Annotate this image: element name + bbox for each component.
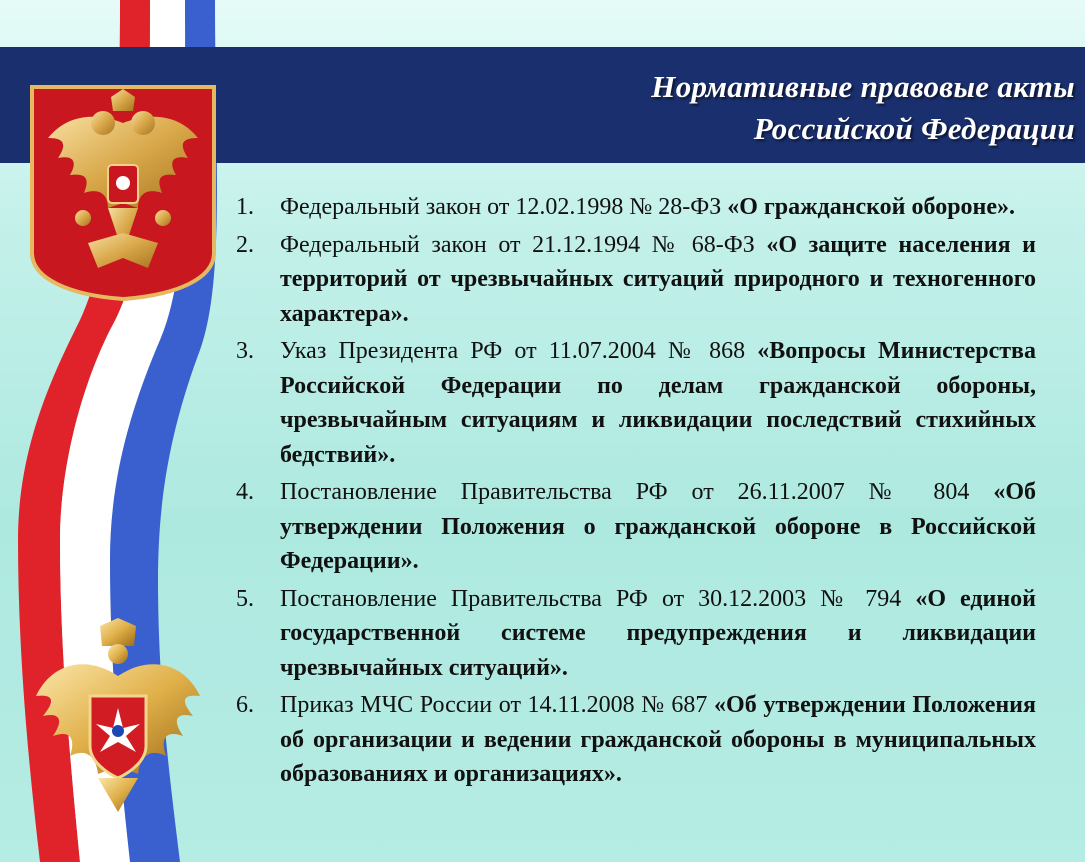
list-item-number: 4.: [236, 479, 254, 505]
list-item: [236, 334, 1036, 472]
list-item-bold-text: «Об утверждении Положения о гражданской обороне в Российской Федерации».: [280, 479, 1036, 574]
list-item-bold-text: «О единой государственной системе предупреждения и ликвидации чрезвычайных ситуаций».: [280, 585, 1036, 681]
list-item-plain-text: Федеральный закон от 12.02.1998 № 28-ФЗ: [280, 194, 728, 220]
list-item: [236, 688, 1036, 792]
list-item: [236, 228, 1036, 332]
list-item-plain-text: Приказ МЧС России от 14.11.2008 № 687: [280, 692, 715, 718]
list-item: [236, 475, 1036, 579]
page-title-line-2: Российской Федерации: [753, 111, 1075, 146]
list-item-plain-text: Постановление Правительства РФ от 30.12.2003 № 794: [280, 585, 916, 612]
list-item-plain-text: Федеральный закон от 21.12.1994 № 68-ФЗ: [280, 231, 767, 258]
page-title: [515, 66, 1075, 150]
list-item-number: 2.: [236, 231, 254, 258]
list-item: [236, 190, 1036, 225]
russian-coat-of-arms-icon: [28, 83, 218, 301]
list-item-number: 5.: [236, 585, 254, 612]
list-item-number: 1.: [236, 194, 254, 220]
list-item-bold-text: «Об утверждении Положения об организации и ведении гражданской обороны в муниципальных образованиях и организациях».: [280, 692, 1036, 787]
page-title-line-1: Нормативные правовые акты: [651, 69, 1075, 104]
acts-list: [236, 190, 1036, 795]
list-item-plain-text: Постановление Правительства РФ от 26.11.2007 № 804: [280, 479, 994, 505]
list-item-number: 6.: [236, 692, 254, 718]
list-item-plain-text: Указ Президента РФ от 11.07.2004 № 868: [280, 338, 758, 364]
list-item-number: 3.: [236, 338, 254, 364]
list-item-bold-text: «О гражданской обороне».: [727, 194, 1016, 220]
list-item-bold-text: «О защите населения и территорий от чрезвычайных ситуаций природного и техногенного характера».: [280, 231, 1036, 327]
list-item: [236, 582, 1036, 686]
list-item-bold-text: «Вопросы Министерства Российской Федерации по делам гражданской обороны, чрезвычайным ситуациям и ликвидации последствий стихийных бедствий».: [280, 338, 1036, 468]
mchs-emblem-icon: [28, 616, 208, 816]
